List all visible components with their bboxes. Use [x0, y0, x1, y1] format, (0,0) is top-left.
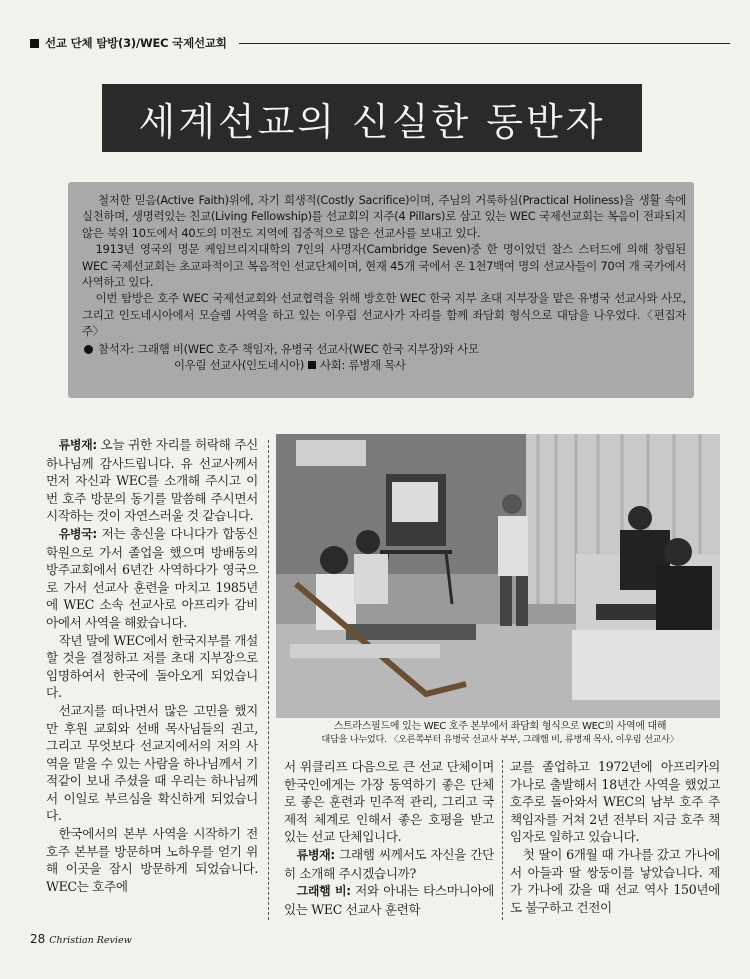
paragraph: 서 위클리프 다음으로 큰 선교 단체이며 한국인에게는 가장 동역하기 좋은 단체로 좋은 훈련과 민주적 관리, 그리고 국제적 체계로 인해서 좋은 호평을 받고 있는 선교 단체입니다. [284, 759, 494, 845]
running-head-text: 선교 단체 탐방(3)/WEC 국제선교회 [45, 36, 227, 50]
paragraph: 한국에서의 본부 사역을 시작하기 전 호주 본부를 방문하며 노하우를 얻기 위해 이곳을 잠시 방문하게 되었습니다. WEC는 호주에 [46, 826, 258, 894]
speaker-label: 그래햄 비: [296, 884, 351, 899]
intro-paragraph-2: 1913년 영국의 명문 케임브리지대학의 7인의 사명자(Cambridge Seven)중 한 명이었던 찰스 스터드에 의해 창립된 WEC 국제선교회는 초교파적이고 복음적인 선교단체이며, 현재 45개 국에서 온 1천7백여 명의 선교사들이 70여 개 국가에서 사역하고 있다. [82, 242, 686, 290]
square-bullet-icon [308, 361, 316, 369]
page-footer [30, 932, 132, 946]
paragraph: 교를 졸업하고 1972년에 아프리카의 가나로 출발해서 18년간 사역을 했었고 호주로 돌아와서 WEC의 남부 호주 주 책임자를 거쳐 2년 전부터 지금 호주 책임자로 일하고 있습니다. [510, 759, 720, 845]
right-column [510, 758, 720, 924]
middle-column [284, 758, 494, 924]
bullet-dot-icon [84, 345, 93, 354]
title-band [102, 84, 642, 152]
paragraph-text: 저는 총신을 다니다가 합동신학원으로 가서 졸업을 했으며 방배동의 방주교회에서 6년간 사역하다가 영국으로 가서 선교사 훈련을 마치고 1985년에 WEC 소속 선교사로 아프리카 감비아에서 사역을 해왔습니다. [46, 525, 258, 630]
article-title: 세계선교의 신실한 동반자 [138, 99, 606, 144]
paragraph: 첫 딸이 6개월 때 가나를 갔고 가나에서 아들과 딸 쌍둥이를 낳았습니다. 제가 가나에 갔을 때 선교 역사 150년에도 불구하고 건전이 [510, 846, 720, 915]
left-column [46, 436, 258, 920]
paragraph-text: 그래햄 씨께서도 자신을 간단히 소개해 주시겠습니까? [284, 846, 494, 881]
header-rule [239, 43, 730, 44]
participants-line-1: 그래햄 비(WEC 호주 책임자, 유병국 선교사(WEC 한국 지부장)와 사모 [137, 341, 479, 356]
participants-block [82, 341, 686, 374]
photo-illustration [276, 434, 720, 718]
interview-photo [276, 434, 720, 718]
square-bullet-icon [30, 39, 39, 48]
running-head [30, 34, 730, 52]
photo-caption [290, 720, 710, 746]
paragraph-text: 저와 아내는 타스마니아에 있는 WEC 선교사 훈련학 [284, 883, 494, 917]
paragraph [46, 525, 258, 632]
speaker-label: 류병재: [296, 847, 335, 862]
caption-line-2: 대담을 나누었다. 〈오른쪽부터 유병국 선교사 부부, 그래햄 비, 류병재 목사, 이우림 선교사〉 [321, 734, 679, 745]
paragraph: 작년 말에 WEC에서 한국지부를 개설할 것을 결정하고 저를 초대 지부장으로 임명하여서 한국에 돌아오게 되었습니다. [46, 632, 258, 701]
speaker-label: 류병재: [58, 438, 97, 452]
moderator: 사회: 류병재 목사 [320, 358, 406, 373]
caption-line-1: 스트라스필드에 있는 WEC 호주 본부에서 좌담회 형식으로 WEC의 사역에 대해 [333, 721, 667, 732]
paragraph [284, 846, 494, 882]
column-divider [502, 760, 503, 920]
paragraph [46, 436, 258, 525]
paragraph [284, 882, 494, 918]
column-divider [268, 440, 269, 920]
page-number: 28 [30, 932, 46, 946]
intro-paragraph-1: 철저한 믿음(Active Faith)위에, 자기 희생적(Costly Sacrifice)이며, 주님의 거룩하심(Practical Holiness)을 생활 속에 실천하며, 생명력있는 친교(Living Fellowship)를 선교회의 지주(4 Pillars)로 삼고 있는 WEC 국제선교회는 복음이 전파되지 않은 북위 10도에서 40도의 미전도 지역에 집중적으로 많은 선교사를 보내고 있다. [82, 193, 686, 240]
intro-paragraph-3: 이번 탐방은 호주 WEC 국제선교회와 선교협력을 위해 방호한 WEC 한국 지부 초대 지부장을 맡은 유병국 선교사와 사모, 그리고 인도네시아에서 모슬렘 사역을 하고 있는 이우림 선교사가 자리를 함께 좌담회 형식으로 대담을 나우었다.〈편집자 주〉 [82, 291, 686, 339]
magazine-name: Christian Review [49, 935, 132, 946]
paragraph-text: 오늘 귀한 자리를 허락해 주신 하나님께 감사드립니다. 유 선교사께서 먼저 자신과 WEC를 소개해 주시고 이번 호주 방문의 동기를 말씀해 주시면서 시작하는 것이 자연스러울 것 같습니다. [46, 437, 258, 524]
intro-box [68, 182, 694, 398]
participants-line-2: 이우림 선교사(인도네시아) [174, 358, 305, 373]
speaker-label: 유병국: [58, 526, 97, 541]
participants-label: 참석자: [98, 341, 134, 356]
paragraph: 선교지를 떠나면서 많은 고민을 했지만 후원 교회와 선배 목사님들의 권고, 그리고 무엇보다 선교지에서의 저의 사역을 맡을 수 있는 사람을 하나님께서 기적같이 보내 주셨을 때 우리는 하나님께서 이일로 부르심을 확신하게 되었습니다. [46, 702, 258, 824]
